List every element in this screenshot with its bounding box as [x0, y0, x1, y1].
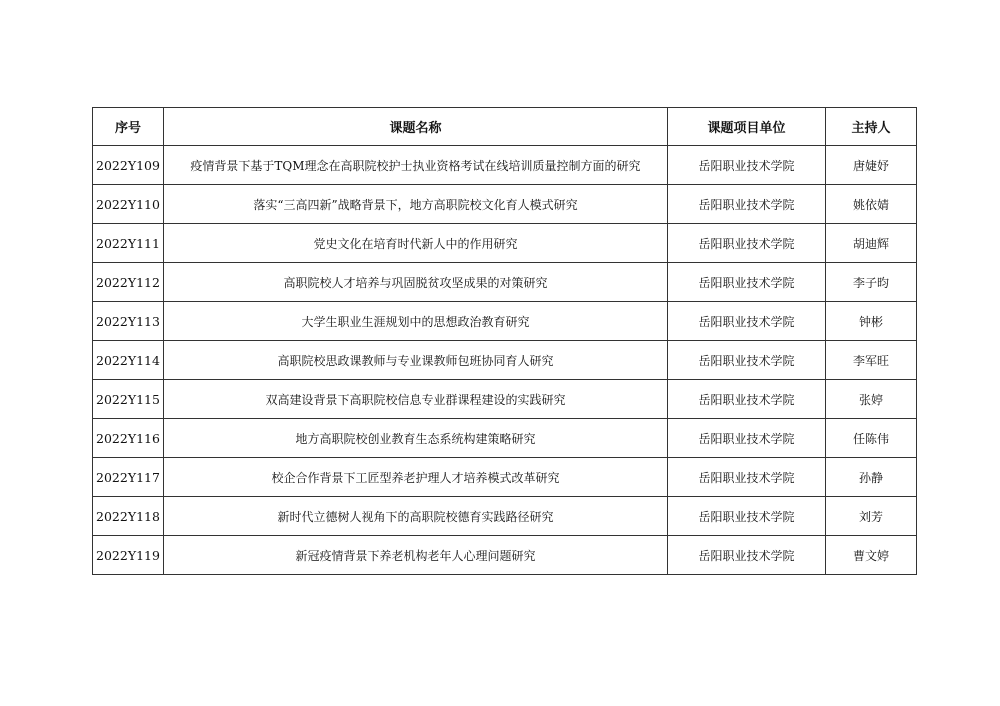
cell-host: 孙静 [826, 458, 917, 497]
cell-host: 唐婕妤 [826, 146, 917, 185]
cell-host: 曹文婷 [826, 536, 917, 575]
cell-seq: 2022Y109 [93, 146, 164, 185]
table-row [93, 224, 917, 263]
cell-seq: 2022Y115 [93, 380, 164, 419]
cell-unit: 岳阳职业技术学院 [668, 341, 826, 380]
cell-host: 任陈伟 [826, 419, 917, 458]
header-unit: 课题项目单位 [668, 108, 826, 146]
cell-seq: 2022Y118 [93, 497, 164, 536]
cell-unit: 岳阳职业技术学院 [668, 146, 826, 185]
table-row [93, 341, 917, 380]
cell-seq: 2022Y116 [93, 419, 164, 458]
cell-title: 高职院校思政课教师与专业课教师包班协同育人研究 [164, 341, 668, 380]
cell-unit: 岳阳职业技术学院 [668, 224, 826, 263]
cell-unit: 岳阳职业技术学院 [668, 185, 826, 224]
cell-seq: 2022Y117 [93, 458, 164, 497]
table-row [93, 146, 917, 185]
cell-seq: 2022Y114 [93, 341, 164, 380]
cell-title: 地方高职院校创业教育生态系统构建策略研究 [164, 419, 668, 458]
cell-title: 高职院校人才培养与巩固脱贫攻坚成果的对策研究 [164, 263, 668, 302]
cell-title: 疫情背景下基于TQM理念在高职院校护士执业资格考试在线培训质量控制方面的研究 [164, 146, 668, 185]
cell-host: 李子昀 [826, 263, 917, 302]
cell-host: 张婷 [826, 380, 917, 419]
cell-seq: 2022Y111 [93, 224, 164, 263]
cell-title: 大学生职业生涯规划中的思想政治教育研究 [164, 302, 668, 341]
header-title: 课题名称 [164, 108, 668, 146]
cell-unit: 岳阳职业技术学院 [668, 302, 826, 341]
table-row [93, 302, 917, 341]
cell-seq: 2022Y113 [93, 302, 164, 341]
cell-title: 双高建设背景下高职院校信息专业群课程建设的实践研究 [164, 380, 668, 419]
cell-title: 新冠疫情背景下养老机构老年人心理问题研究 [164, 536, 668, 575]
table-header-row [93, 108, 917, 146]
cell-title: 党史文化在培育时代新人中的作用研究 [164, 224, 668, 263]
table-row [93, 497, 917, 536]
table-row [93, 380, 917, 419]
cell-seq: 2022Y110 [93, 185, 164, 224]
header-seq: 序号 [93, 108, 164, 146]
cell-host: 李军旺 [826, 341, 917, 380]
cell-seq: 2022Y112 [93, 263, 164, 302]
table-row [93, 536, 917, 575]
table-body [93, 146, 917, 575]
cell-unit: 岳阳职业技术学院 [668, 380, 826, 419]
cell-unit: 岳阳职业技术学院 [668, 497, 826, 536]
project-table [92, 107, 917, 575]
table-row [93, 185, 917, 224]
cell-host: 姚依婧 [826, 185, 917, 224]
table-row [93, 419, 917, 458]
table-row [93, 263, 917, 302]
cell-title: 新时代立德树人视角下的高职院校德育实践路径研究 [164, 497, 668, 536]
cell-unit: 岳阳职业技术学院 [668, 263, 826, 302]
header-host: 主持人 [826, 108, 917, 146]
cell-title: 校企合作背景下工匠型养老护理人才培养模式改革研究 [164, 458, 668, 497]
cell-host: 胡迪辉 [826, 224, 917, 263]
cell-seq: 2022Y119 [93, 536, 164, 575]
cell-unit: 岳阳职业技术学院 [668, 536, 826, 575]
table-row [93, 458, 917, 497]
cell-title: 落实“三高四新”战略背景下，地方高职院校文化育人模式研究 [164, 185, 668, 224]
cell-unit: 岳阳职业技术学院 [668, 419, 826, 458]
cell-host: 钟彬 [826, 302, 917, 341]
cell-host: 刘芳 [826, 497, 917, 536]
cell-unit: 岳阳职业技术学院 [668, 458, 826, 497]
